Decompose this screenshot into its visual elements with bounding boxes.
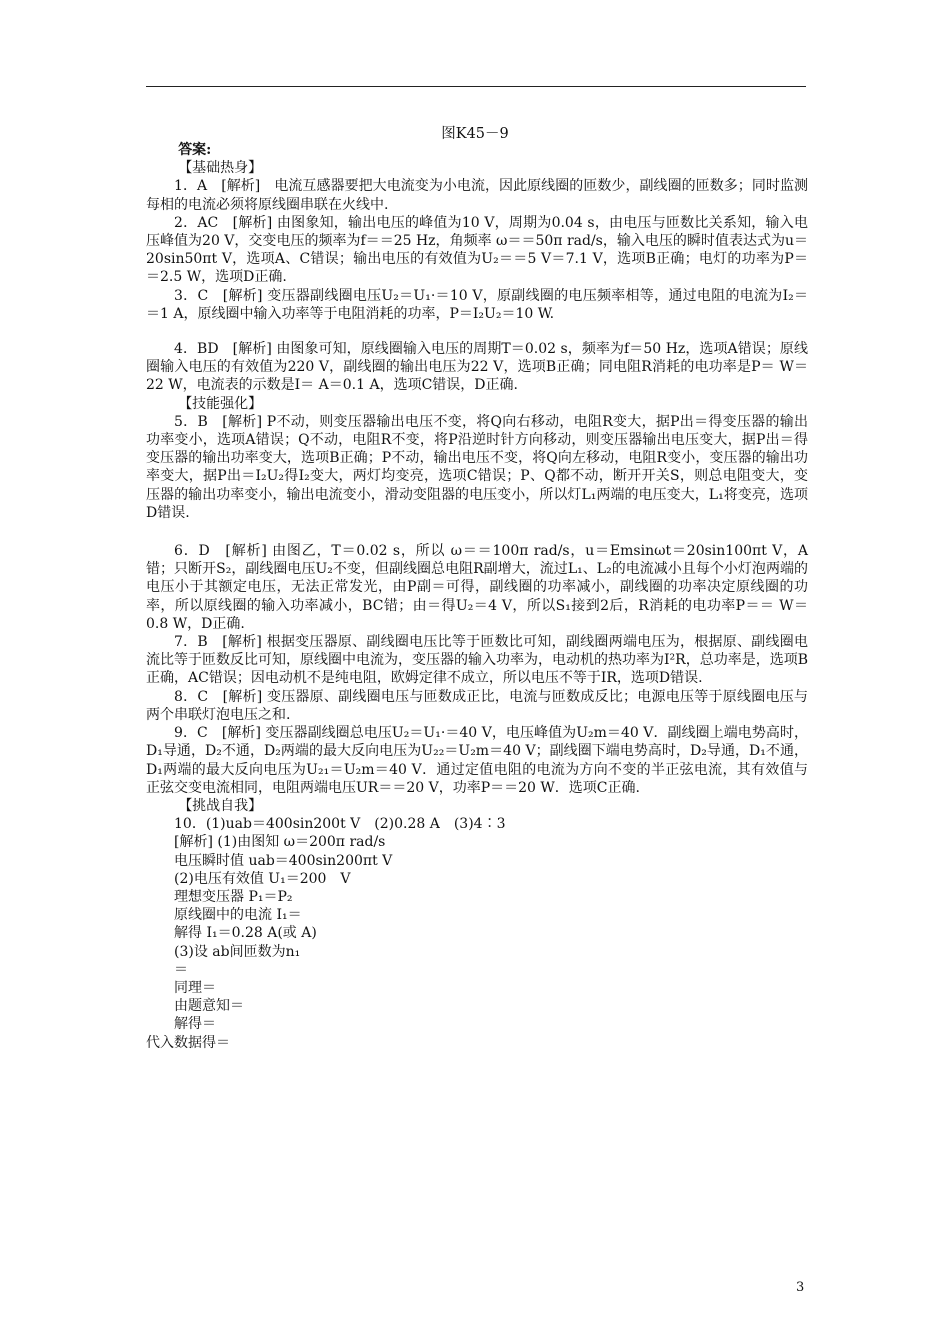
solution-line: 原线圈中的电流 I₁＝ — [174, 907, 302, 924]
page-number: 3 — [796, 1280, 805, 1295]
answer-item: 8．C [解析] 变压器原、副线圈电压与匝数成正比，电流与匝数成反比；电源电压等于原线圈电压与两个串联灯泡电压之和. — [146, 688, 808, 723]
solution-line: ＝ — [174, 961, 188, 978]
answer-item: 2．AC [解析] 由图象知，输出电压的峰值为10 V，周期为0.04 s，由电压与匝数比关系知，输入电压峰值为20 V，交变电压的频率为f＝＝25 Hz，角频率 ω＝＝50π rad/s，输入电压的瞬时值表达式为u＝20sin50πt V，选项A、C错误；输出电压的有效值为U₂＝＝5 V＝7.1 V，选项B正确；电灯的功率为P＝＝2.5 W，选项D正确. — [146, 214, 808, 286]
answer-item: 10．(1)uab＝400sin200t V (2)0.28 A (3)4∶3 — [174, 816, 506, 833]
solution-line: [解析] (1)由图知 ω＝200π rad/s — [174, 834, 386, 851]
answer-item: 1．A [解析] 电流互感器要把大电流变为小电流，因此原线圈的匝数少，副线圈的匝数多；同时监测每相的电流必须将原线圈串联在火线中. — [146, 178, 808, 213]
section-heading: 【挑战自我】 — [178, 797, 263, 814]
answer-item: 7．B [解析] 根据变压器原、副线圈电压比等于匝数比可知，副线圈两端电压为，根据原、副线圈电流比等于匝数反比可知，原线圈中电流为，变压器的输入功率为，电动机的热功率为I²R，总功率是，选项B正确，AC错误；因电动机不是纯电阻，欧姆定律不成立，所以电压不等于IR，选项D错误. — [146, 634, 808, 687]
final-line: 代入数据得＝ — [146, 1034, 230, 1051]
solution-line: (2)电压有效值 U₁＝200 V — [174, 870, 351, 887]
answer-item: 5．B [解析] P不动，则变压器输出电压不变，将Q向右移动，电阻R变大，据P出＝得变压器的输出功率变小，选项A错误；Q不动，电阻R不变，将P沿逆时针方向移动，则变压器输出电压变大，据P出＝得变压器的输出功率变大，选项B正确；P不动，输出电压不变，将Q向左移动，电阻R变小，变压器的输出功率变大，据P出＝I₂U₂得I₂变大，两灯均变亮，选项C错误；P、Q都不动，断开开关S，则总电阻变大，变压器的输出功率变小，输出电流变小，滑动变阻器的电压变小，所以灯L₁两端的电压变大，L₁将变亮，选项D错误. — [146, 413, 808, 521]
answer-item: 3．C [解析] 变压器副线圈电压U₂＝U₁·＝10 V，原副线圈的电压频率相等，通过电阻的电流为I₂＝＝1 A，原线圈中输入功率等于电阻消耗的功率，P＝I₂U₂＝10 W. — [146, 287, 808, 322]
top-rule — [146, 86, 806, 87]
answer-item: 6．D [解析] 由图乙，T＝0.02 s，所以 ω＝＝100π rad/s，u＝Emsinωt＝20sin100πt V，A错；只断开S₂，副线圈电压U₂不变，但副线圈总电阻R副增大，流过L₁、L₂的电流减小且每个小灯泡两端的电压小于其额定电压，无法正常发光，由P副＝可得，副线圈的功率减小，副线圈的功率决定原线圈的功率，所以原线圈的输入功率减小，BC错；由＝得U₂＝4 V，所以S₁接到2后，R消耗的电功率P＝＝ W＝0.8 W，D正确. — [146, 543, 808, 632]
answers-label: 答案: — [178, 142, 212, 158]
answer-item: 9．C [解析] 变压器副线圈总电压U₂＝U₁·＝40 V，电压峰值为U₂m＝40 V．副线圈上端电势高时，D₁导通，D₂不通，D₂两端的最大反向电压为U₂₂＝U₂m＝40 V；副线圈下端电势高时，D₂导通，D₁不通，D₁两端的最大反向电压为U₂₁＝U₂m＝40 V．通过定值电阻的电流为方向不变的半正弦电流，其有效值与正弦交变电流相同，电阻两端电压UR＝＝20 V，功率P＝＝20 W．选项C正确. — [146, 725, 808, 796]
solution-line: 解得＝ — [174, 1016, 216, 1033]
solution-line: 电压瞬时值 uab＝400sin200πt V — [174, 852, 393, 869]
section-heading: 【基础热身】 — [178, 160, 263, 177]
solution-line: 解得 I₁＝0.28 A(或 A) — [174, 925, 317, 942]
answer-item: 4．BD [解析] 由图象可知，原线圈输入电压的周期T＝0.02 s，频率为f＝50 Hz，选项A错误；原线圈输入电压的有效值为220 V，副线圈的输出电压为22 V，选项B正确；同电阻R消耗的电功率是P＝ W＝22 W，电流表的示数是I＝ A＝0.1 A，选项C错误，D正确. — [146, 341, 808, 394]
section-heading: 【技能强化】 — [178, 395, 263, 412]
solution-line: (3)设 ab间匝数为n₁ — [174, 943, 301, 960]
solution-line: 同理＝ — [174, 979, 216, 996]
solution-line: 由题意知＝ — [174, 998, 244, 1015]
figure-caption: 图K45－9 — [441, 126, 509, 142]
solution-line: 理想变压器 P₁＝P₂ — [174, 888, 293, 905]
answer-content — [146, 141, 808, 1052]
